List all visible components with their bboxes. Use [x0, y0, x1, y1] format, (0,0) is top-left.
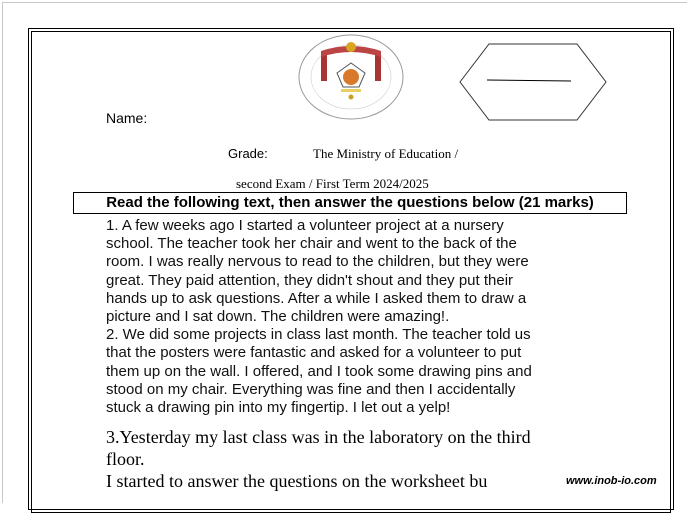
text-line: picture and I sat down. The children were amazing!. — [106, 308, 450, 326]
text-line: them up on the wall. I offered, and I took some drawing pins and — [106, 362, 532, 380]
text-line: 3.Yesterday my last class was in the laboratory on the third — [106, 427, 531, 447]
ministry-text: The Ministry of Education / — [313, 146, 459, 161]
text-line: hands up to ask questions. After a while I asked them to draw a — [106, 289, 527, 307]
ministry-seal-logo — [297, 33, 405, 121]
text-line: great. They paid attention, they didn't shout and they put their — [106, 271, 514, 289]
text-line: I started to answer the questions on the worksheet bu — [106, 471, 488, 491]
text-line: that the posters were fantastic and asked for a volunteer to put — [106, 344, 522, 362]
reading-text — [106, 217, 532, 417]
text-line: 2. We did some projects in class last month. The teacher told us — [106, 326, 531, 344]
text-line: 1. A few weeks ago I started a volunteer project at a nursery — [106, 217, 504, 234]
instruction-box: Read the following text, then answer the questions below (21 marks) — [73, 192, 627, 214]
text-line: stood on my chair. Everything was fine and then I accidentally — [106, 380, 516, 398]
paragraph-3 — [106, 426, 531, 492]
watermark: www.inob-io.com — [566, 475, 657, 487]
text-line: floor. — [106, 449, 145, 469]
text-line: room. I was really nervous to read to the children, but they were — [106, 253, 529, 271]
text-line: school. The teacher took her chair and went to the back of the — [106, 235, 517, 253]
grade-label: Grade: — [228, 146, 268, 161]
name-label: Name: — [106, 110, 148, 126]
text-line: stuck a drawing pin into my fingertip. I let out a yelp! — [106, 399, 451, 417]
marks-hexagon — [459, 43, 607, 121]
exam-term-text: second Exam / First Term 2024/2025 — [236, 176, 429, 191]
